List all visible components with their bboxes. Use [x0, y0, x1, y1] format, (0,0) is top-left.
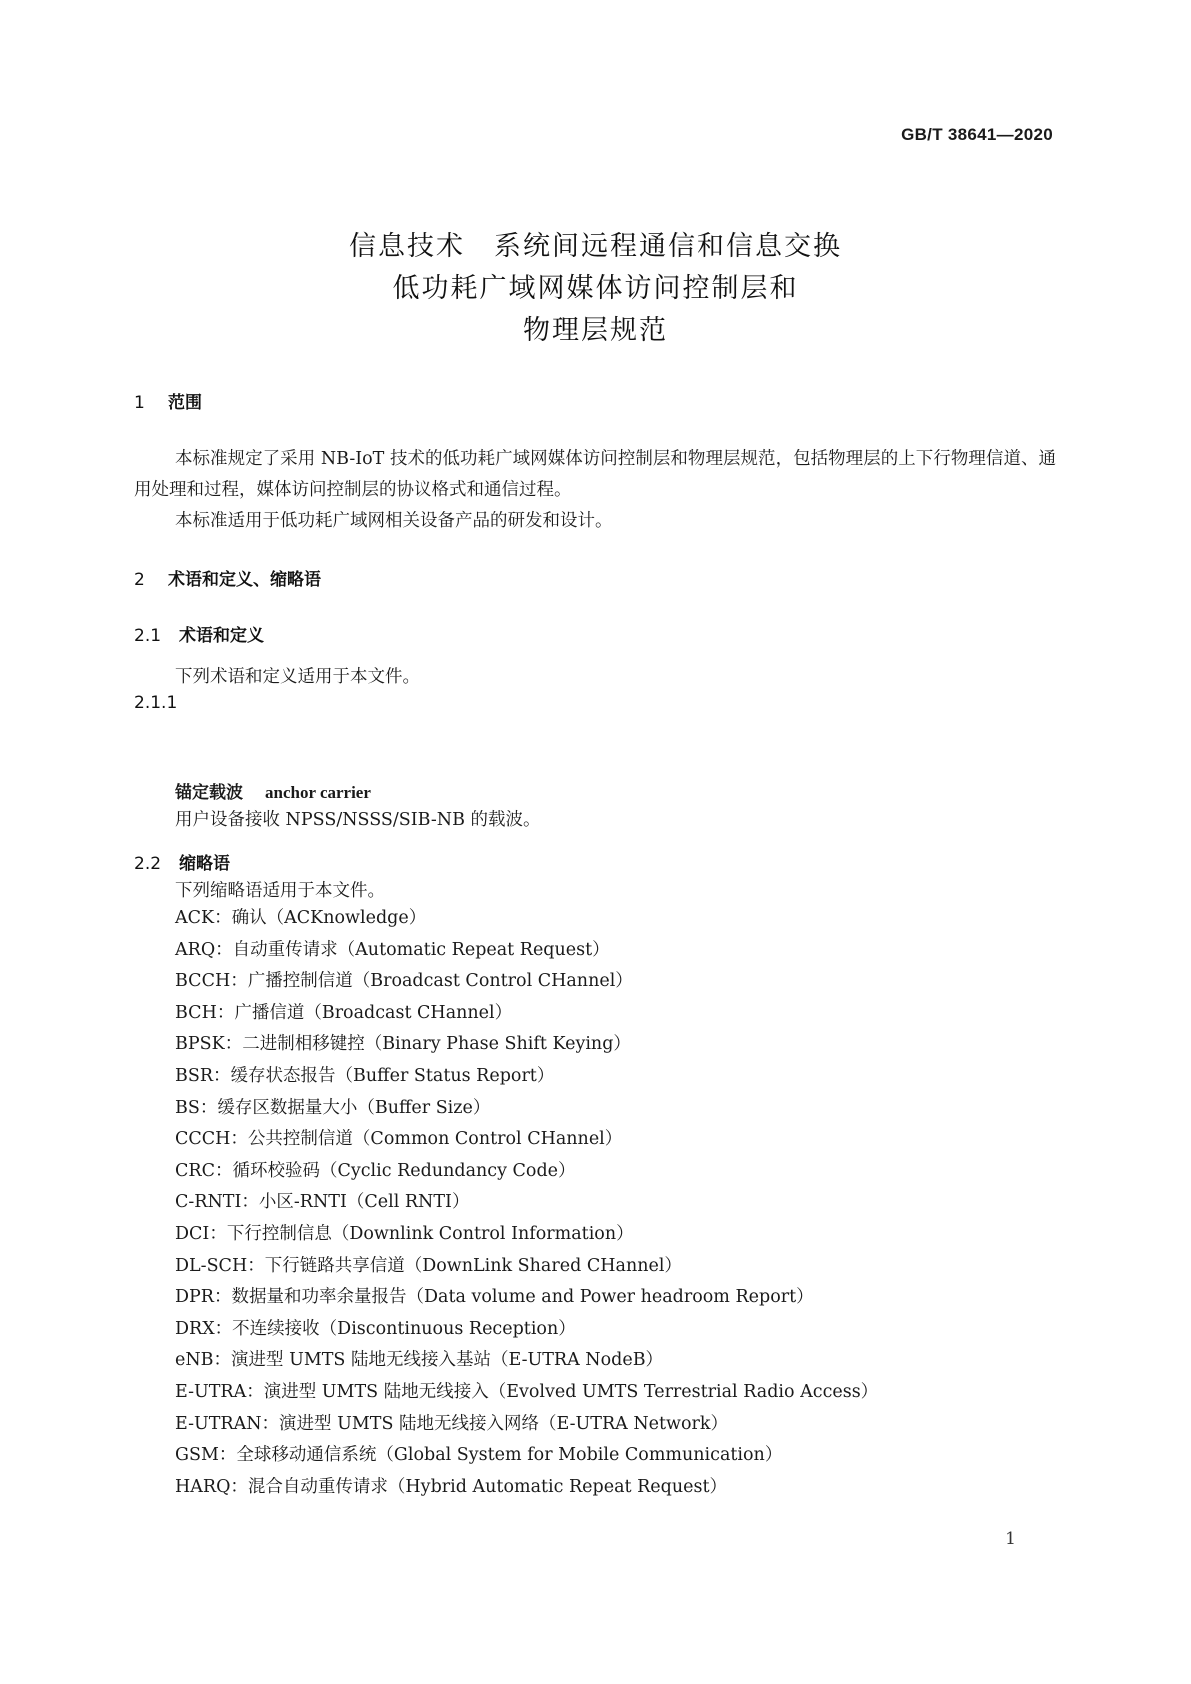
list-item: DRX：不连续接收（Discontinuous Reception）: [175, 1318, 576, 1339]
title-line-1: 信息技术 系统间远程通信和信息交换: [349, 231, 842, 262]
section-number: 2.2: [134, 854, 162, 874]
list-item: CRC：循环校验码（Cyclic Redundancy Code）: [175, 1160, 576, 1181]
list-item: DPR：数据量和功率余量报告（Data volume and Power headroom Report）: [175, 1287, 814, 1308]
section-2-1-intro: 下列术语和定义适用于本文件。: [175, 667, 420, 687]
list-item: eNB：演进型 UMTS 陆地无线接入基站（E-UTRA NodeB）: [175, 1350, 664, 1371]
list-item: BPSK：二进制相移键控（Binary Phase Shift Keying）: [175, 1034, 631, 1055]
section-2-2-intro: 下列缩略语适用于本文件。: [175, 881, 385, 901]
standard-code: GB/T 38641—2020: [901, 125, 1053, 144]
section-1-body: [134, 444, 1056, 537]
list-item: BS：缓存区数据量大小（Buffer Size）: [175, 1097, 491, 1118]
list-item: E-UTRAN：演进型 UMTS 陆地无线接入网络（E-UTRA Network）: [175, 1413, 729, 1434]
term-number: 2.1.1: [134, 693, 178, 713]
abbreviation-list: [175, 903, 878, 1503]
list-item: ACK：确认（ACKnowledge）: [175, 908, 427, 928]
section-number: 2: [134, 570, 145, 590]
document-title: [0, 226, 1191, 352]
list-item: BSR：缓存状态报告（Buffer Status Report）: [175, 1065, 555, 1086]
section-number: 2.1: [134, 626, 162, 646]
list-item: ARQ：自动重传请求（Automatic Repeat Request）: [175, 939, 610, 960]
list-item: DCI：下行控制信息（Downlink Control Information）: [175, 1223, 634, 1244]
section-2-heading: [134, 565, 321, 590]
section-title: 术语和定义: [179, 626, 264, 646]
page-number: 1: [1005, 1529, 1016, 1549]
list-item: DL-SCH：下行链路共享信道（DownLink Shared CHannel）: [175, 1255, 682, 1276]
paragraph: 本标准适用于低功耗广域网相关设备产品的研发和设计。: [175, 511, 613, 531]
section-title: 术语和定义、缩略语: [168, 570, 321, 590]
section-1-heading: [134, 388, 202, 413]
paragraph: 本标准规定了采用 NB-IoT 技术的低功耗广域网媒体访问控制层和物理层规范，包括物理层的上下行物理信道、通用处理和过程，媒体访问控制层的协议格式和通信过程。: [134, 449, 1056, 500]
title-line-3: 物理层规范: [523, 315, 668, 346]
section-number: 1: [134, 393, 145, 413]
section-2-1-heading: [134, 621, 264, 646]
list-item: CCCH：公共控制信道（Common Control CHannel）: [175, 1129, 623, 1150]
term-definition: 用户设备接收 NPSS/NSSS/SIB-NB 的载波。: [175, 810, 541, 830]
title-line-2: 低功耗广域网媒体访问控制层和: [392, 273, 799, 304]
term-english: anchor carrier: [265, 783, 371, 802]
list-item: BCH：广播信道（Broadcast CHannel）: [175, 1002, 513, 1023]
section-title: 范围: [168, 393, 202, 413]
section-2-2-heading: [134, 849, 230, 874]
term-chinese: 锚定载波: [175, 783, 243, 803]
list-item: C-RNTI：小区-RNTI（Cell RNTI）: [175, 1192, 470, 1213]
section-title: 缩略语: [179, 854, 230, 874]
list-item: BCCH：广播控制信道（Broadcast Control CHannel）: [175, 971, 633, 992]
term-heading: [175, 778, 371, 803]
list-item: GSM：全球移动通信系统（Global System for Mobile Communication）: [175, 1445, 783, 1466]
list-item: E-UTRA：演进型 UMTS 陆地无线接入（Evolved UMTS Terrestrial Radio Access）: [175, 1381, 879, 1402]
list-item: HARQ：混合自动重传请求（Hybrid Automatic Repeat Request）: [175, 1476, 727, 1497]
